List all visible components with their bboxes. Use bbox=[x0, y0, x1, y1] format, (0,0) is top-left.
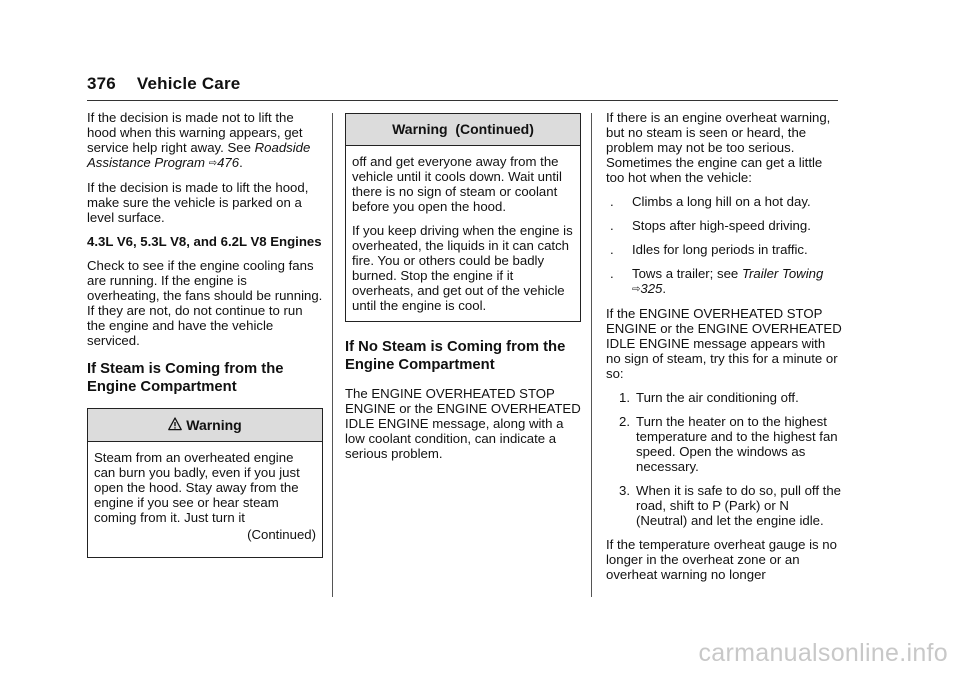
column-3 bbox=[606, 110, 842, 591]
warning-body: Steam from an overheated engine can burn you badly, even if you just open the hood. Stay away from the engine if you see or hear steam coming from it. Just turn it bbox=[94, 450, 300, 525]
page-number: 376 bbox=[87, 74, 116, 93]
watermark: carmanualsonline.info bbox=[698, 639, 948, 667]
column-divider-2 bbox=[591, 113, 592, 597]
warning-box bbox=[87, 408, 323, 558]
header-rule bbox=[87, 100, 838, 101]
engines-subheading: 4.3L V6, 5.3L V8, and 6.2L V8 Engines bbox=[87, 234, 322, 249]
list-item: 2. Turn the heater on to the highest temperature and to the highest fan speed. Open the windows as necessary. bbox=[619, 414, 838, 474]
roadside-link[interactable]: Roadside Assistance Program bbox=[87, 140, 311, 170]
page-ref-arrow-icon: ⇨ bbox=[632, 284, 641, 295]
column-divider-1 bbox=[332, 113, 333, 597]
warning-title: Warning bbox=[186, 417, 242, 433]
paragraph-overheated-message: The ENGINE OVERHEATED STOP ENGINE or the ENGINE OVERHEATED IDLE ENGINE message, along with a low coolant condition, can indicate a serious problem. bbox=[345, 386, 581, 461]
continued-label: (Continued) bbox=[247, 527, 316, 542]
page-header bbox=[87, 74, 240, 94]
list-item: 1. Turn the air conditioning off. bbox=[619, 390, 799, 405]
page-ref[interactable]: 325 bbox=[640, 281, 663, 296]
paragraph-cooling-fans: Check to see if the engine cooling fans are running. If the engine is overheating, the fans should be running. If they are not, do not continue to run the engine and have the vehicle serviced. bbox=[87, 258, 323, 348]
trailer-towing-link[interactable]: Trailer Towing bbox=[741, 266, 824, 281]
list-item: . Stops after high-speed driving. bbox=[610, 218, 811, 233]
list-item: . Tows a trailer; see Trailer Towing ⇨325. bbox=[610, 266, 824, 296]
column-1 bbox=[87, 110, 323, 558]
list-item: 3. When it is safe to do so, pull off the road, shift to P (Park) or N (Neutral) and let the engine idle. bbox=[619, 483, 842, 528]
warning-continued-box bbox=[345, 113, 581, 322]
paragraph-lift-hood: If the decision is made to lift the hood, make sure the vehicle is parked on a level surface. bbox=[87, 180, 309, 225]
warning-continued-p2: If you keep driving when the engine is overheated, the liquids in it can catch fire. You or others could be badly burned. Stop the engine if it overheats, and get out of the vehicle until the engine is cool. bbox=[352, 223, 573, 313]
steam-heading: If Steam is Coming from the Engine Compartment bbox=[87, 361, 284, 395]
paragraph-intro: If there is an engine overheat warning, but no steam is seen or heard, the problem may not be too serious. Sometimes the engine can get a little too hot when the vehicle: bbox=[606, 110, 831, 185]
paragraph-roadside: If the decision is made not to lift the hood when this warning appears, get service help right away. See Roadside Assistance Program ⇨476. bbox=[87, 110, 311, 170]
paragraph-gauge: If the temperature overheat gauge is no longer in the overheat zone or an overheat warning no longer bbox=[606, 537, 837, 582]
warning-header bbox=[88, 409, 322, 442]
paragraph-message-appears: If the ENGINE OVERHEATED STOP ENGINE or the ENGINE OVERHEATED IDLE ENGINE message appears with no sign of steam, try this for a minute or so: bbox=[606, 306, 842, 381]
warning-continued-p1: off and get everyone away from the vehicle until it cools down. Wait until there is no sign of steam or coolant before you open the hood. bbox=[352, 154, 562, 214]
page-ref-arrow-icon: ⇨ bbox=[208, 158, 218, 169]
section-title: Vehicle Care bbox=[136, 74, 241, 93]
warning-triangle-icon bbox=[168, 417, 182, 431]
page-ref[interactable]: 476 bbox=[217, 155, 240, 170]
column-2 bbox=[345, 113, 581, 470]
list-item: . Climbs a long hill on a hot day. bbox=[610, 194, 811, 209]
no-steam-heading: If No Steam is Coming from the Engine Compartment bbox=[345, 339, 566, 373]
list-item: . Idles for long periods in traffic. bbox=[610, 242, 808, 257]
warning-continued-header: Warning (Continued) bbox=[346, 114, 580, 146]
